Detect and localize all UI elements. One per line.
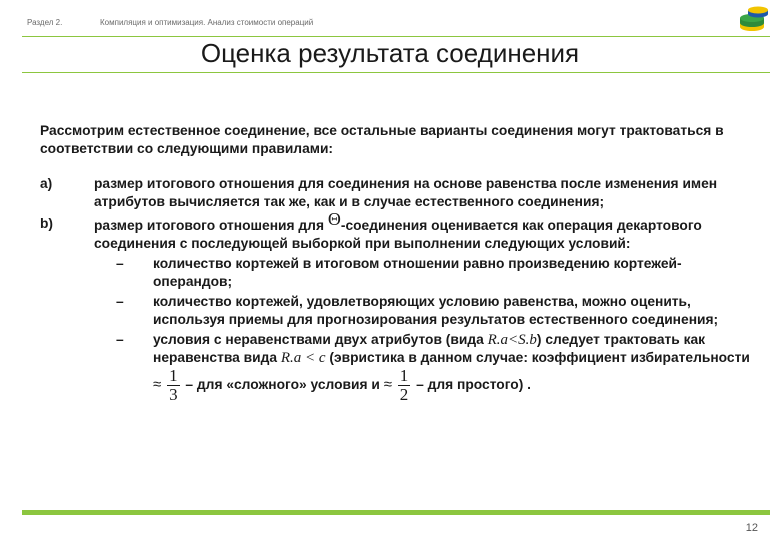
sub-item-1 — [116, 255, 750, 291]
sub-item-text: условия с неравенствами двух атрибутов (вида — [153, 332, 488, 347]
sub-item-text: количество кортежей в итоговом отношении равно произведению кортежей-операндов; — [153, 256, 682, 289]
sub-item-text: количество кортежей, удовлетворяющих условию равенства, можно оценить, используя приемы для прогнозирования результатов естественного соединения; — [153, 294, 719, 327]
denominator: 3 — [169, 385, 178, 404]
fraction-one-third — [167, 367, 180, 404]
slide-body — [40, 122, 750, 408]
page-title: Оценка результата соединения — [200, 38, 580, 68]
theta-symbol: Θ — [327, 209, 341, 229]
fraction-one-half — [398, 367, 411, 404]
sub-item-text: – для простого) . — [412, 377, 531, 393]
sub-item-3 — [116, 331, 750, 404]
dash-marker: – — [116, 256, 124, 271]
footer-bar — [22, 510, 770, 515]
intro-paragraph: Рассмотрим естественное соединение, все остальные варианты соединения могут трактоваться в соответствии со следующими правилами: — [40, 123, 724, 156]
approx-symbol: ≈ — [383, 376, 392, 394]
title-divider — [22, 72, 770, 73]
math-expression: R.a < c — [280, 350, 326, 366]
dash-marker: – — [116, 332, 124, 347]
sub-item-text: ) следует трактовать как неравенства вида — [153, 332, 706, 365]
list-item-text-start: размер итогового отношения для — [94, 218, 328, 233]
sub-item-text: (эвристика в данном случае: коэффициент избирательности — [325, 350, 750, 365]
list-item-a — [40, 175, 750, 211]
dash-marker: – — [116, 294, 124, 309]
page-number: 12 — [745, 522, 758, 534]
list-marker: a) — [40, 176, 53, 191]
sub-item-text: – для «сложного» условия и — [181, 377, 384, 393]
approx-symbol: ≈ — [153, 376, 162, 394]
list-item-text-end: -соединения оценивается как операция декартового соединения с последующей выборкой при выполнении следующих условий: — [94, 218, 702, 251]
math-expression: R.a<S.b — [487, 332, 537, 348]
list-marker: b) — [40, 216, 54, 231]
section-label: Раздел 2. — [27, 18, 63, 27]
list-item-text: размер итогового отношения для соединения на основе равенства после изменения имен атрибутов вычисляется так же, как и в случае естественного соединения; — [94, 176, 718, 209]
sub-item-2 — [116, 293, 750, 329]
breadcrumb: Компиляция и оптимизация. Анализ стоимости операций — [100, 18, 314, 27]
header-divider — [22, 36, 770, 37]
numerator: 1 — [399, 366, 409, 385]
numerator: 1 — [169, 366, 178, 385]
list-item-b — [40, 209, 750, 404]
coin-stack-logo — [738, 6, 770, 32]
denominator: 2 — [399, 385, 409, 404]
